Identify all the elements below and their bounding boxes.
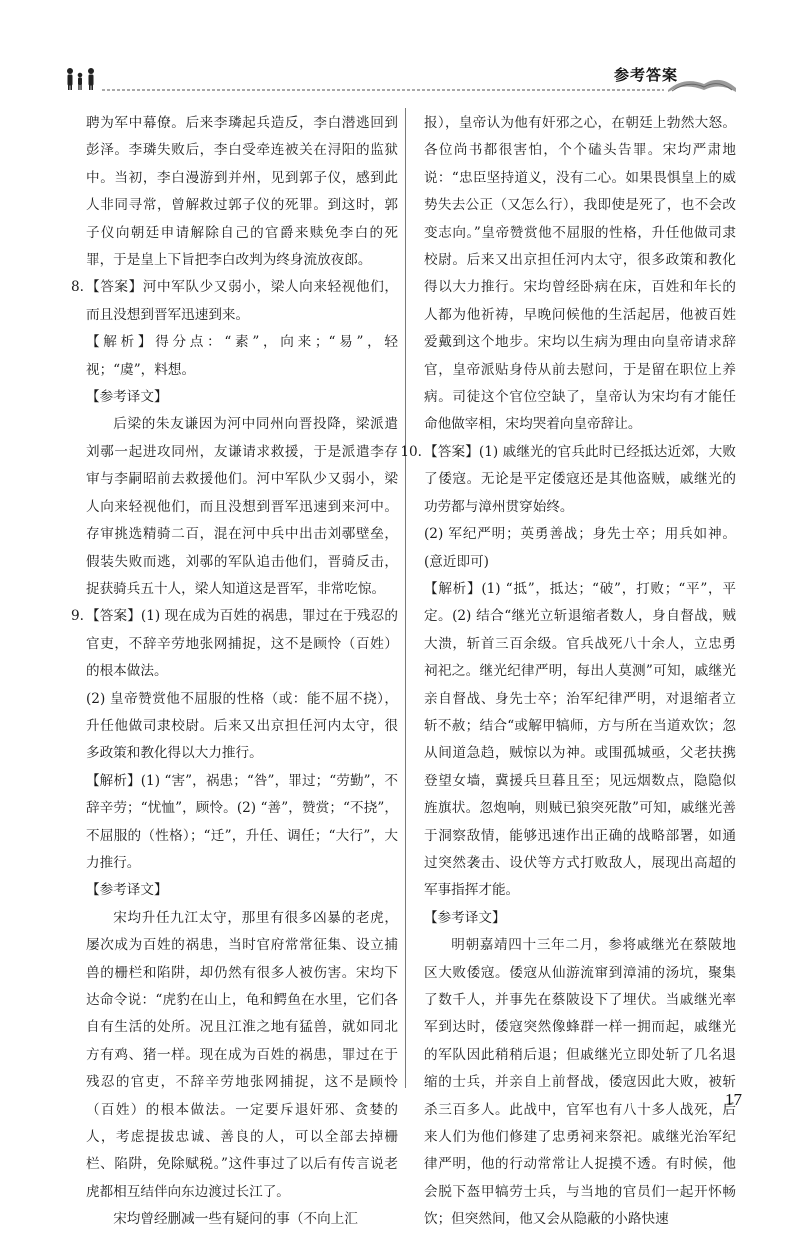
- column-divider: [405, 108, 406, 1088]
- translation-heading: 【参考译文】: [86, 389, 168, 406]
- translation-paragraph: 后梁的朱友谦因为河中同州向晋投降，梁派遣刘鄩一起进攻同州，友谦请求救援，于是派遣李存审与李嗣昭前去救援他们。河中军队少又弱小，梁人向来轻视他们，而且没想到晋军迅速到来河中。存审挑选精骑二百，混在河中兵中出击刘鄩壁垒，假装失败而逃，刘鄩的军队追击他们，晋骑反击，捉获骑兵五十人，梁人知道这是晋军，非常吃惊。: [86, 416, 398, 597]
- translation-paragraph: 宋均升任九江太守，那里有很多凶暴的老虎，屡次成为百姓的祸患，当时官府常常征集、设立捕兽的栅栏和陷阱，却仍然有很多人被伤害。宋均下达命令说：“虎豹在山上，龟和鳄鱼在水里，它们各自有生活的处所。况且江淮之地有猛兽，就如同北方有鸡、猪一样。现在成为百姓的祸患，罪过在于残忍的官吏，不辞辛劳地张网捕捉，这不是顾怜（百姓）的根本做法。一定要斥退奸邪、贪婪的人，考虑提拔忠诚、善良的人，可以全部去掉栅栏、陷阱，免除赋税。”这件事过了以后有传言说老虎都相互结伴向东边渡过长江了。: [86, 909, 398, 1200]
- item-text: 【答案】河中军队少又弱小，梁人向来轻视他们，而且没想到晋军迅速到来。: [86, 279, 398, 323]
- analysis-paragraph: 【解析】得分点：“素”，向来；“易”，轻视；“虞”，料想。: [86, 334, 398, 378]
- translation-paragraph: 明朝嘉靖四十三年二月，参将戚继光在蔡陂地区大败倭寇。倭寇从仙游流窜到漳浦的汤坑，聚集了数千人，并事先在蔡陂设下了埋伏。当戚继光率军到达时，倭寇突然像蜂群一样一拥而起，戚继光的军队因此稍稍后退；但戚继光立即处斩了几名退缩的士兵，并亲自上前督战，倭寇因此大败，被斩杀三百多人。此战中，官军也有八十多人战死，后来人们为他们修建了忠勇祠来祭祀。戚继光治军纪律严明，他的行动常常让人捉摸不透。有时候，他会脱下盔甲犒劳士兵，与当地的官员们一起开怀畅饮；但突然间，他又会从隐蔽的小路快速: [424, 937, 736, 1228]
- item-text: 【答案】(1) 戚继光的官兵此时已经抵达近郊，大败了倭寇。无论是平定倭寇还是其他盗贼，戚继光的功劳都与漳州贯穿始终。: [424, 443, 736, 515]
- page-number: 17: [725, 1090, 742, 1109]
- right-column: [400, 110, 736, 1234]
- item-number: 10.: [400, 443, 422, 460]
- answer-item-9: [71, 603, 398, 685]
- analysis-paragraph: 【解析】(1) “害”，祸患；“咎”，罪过；“劳勤”，不辞辛劳；“忧恤”，顾怜。(2) “善”，赞赏；“不挠”，不屈服的（性格）；“迁”，升任、调任；“大行”，大力推行。: [86, 772, 398, 871]
- analysis-paragraph: 【解析】(1) “抵”，抵达；“破”，打败；“平”，平定。(2) 结合“继光立斩退缩者数人，身自督战，贼大溃，斩首三百余级。官兵战死八十余人，立忠勇祠祀之。继光纪律严明，每出人莫测”可知，戚继光亲自督战、身先士卒；治军纪律严明，对退缩者立斩不赦；结合“或解甲犒师，方与所在当道欢饮；忽从间道急趋，贼惊以为神。或围孤城亟，父老扶携登望女墙，冀援兵旦暮且至；见远烟数点，隐隐似旌旗状。忽炮响，则贼已狼突死散”可知，戚继光善于洞察敌情，能够迅速作出正确的战略部署，如通过突然袭击、设伏等方式打败敌人，展现出高超的军事指挥才能。: [424, 580, 736, 899]
- translation-heading: 【参考译文】: [86, 882, 168, 899]
- paragraph: (2) 军纪严明；英勇善战；身先士卒；用兵如神。(意近即可): [424, 526, 736, 570]
- left-column: [71, 110, 398, 1234]
- page-header: [64, 58, 736, 102]
- item-number: 8.: [71, 279, 84, 296]
- open-book-icon: [668, 80, 736, 92]
- translation-heading: 【参考译文】: [424, 909, 506, 926]
- paragraph: 报），皇帝认为他有奸邪之心，在朝廷上勃然大怒。各位尚书都很害怕，个个磕头告罪。宋均严肃地说：“忠臣坚持道义，没有二心。如果畏惧皇上的威势失去公正（又怎么行），我即使是死了，也不会改变志向。”皇帝赞赏他不屈服的性格，升任他做司隶校尉。后来又出京担任河内太守，很多政策和教化得以大力推行。宋均曾经卧病在床，百姓和年长的人都为他祈祷，早晚问候他的生活起居，他被百姓爱戴到这个地步。宋均以生病为理由向皇帝请求辞官，皇帝派贴身侍从前去慰问，于是留在职位上养病。司徒这个官位空缺了，皇帝认为宋均有才能任命他做宰相，宋均哭着向皇帝辞让。: [424, 115, 736, 433]
- family-figures-icon: [67, 68, 94, 90]
- paragraph: 聘为军中幕僚。后来李璘起兵造反，李白潜逃回到彭泽。李璘失败后，李白受牵连被关在浔阳的监狱中。当初，李白漫游到并州，见到郭子仪，感到此人非同寻常，曾解救过郭子仪的死罪。到这时，郭子仪向朝廷申请解除自己的官爵来赎免李白的死罪，于是皇上下旨把李白改判为终身流放夜郎。: [86, 115, 398, 269]
- translation-paragraph: 宋均曾经删减一些有疑问的事（不向上汇: [113, 1211, 358, 1228]
- answer-item-10: [400, 439, 736, 521]
- answer-item-8: [71, 274, 398, 329]
- paragraph: (2) 皇帝赞赏他不屈服的性格（或：能不屈不挠），升任他做司隶校尉。后来又出京担任河内太守，很多政策和教化得以大力推行。: [86, 690, 398, 762]
- item-number: 9.: [71, 608, 84, 625]
- header-title: 参考答案: [613, 66, 678, 84]
- item-text: 【答案】(1) 现在成为百姓的祸患，罪过在于残忍的官吏，不辞辛劳地张网捕捉，这不是顾怜（百姓）的根本做法。: [86, 608, 398, 680]
